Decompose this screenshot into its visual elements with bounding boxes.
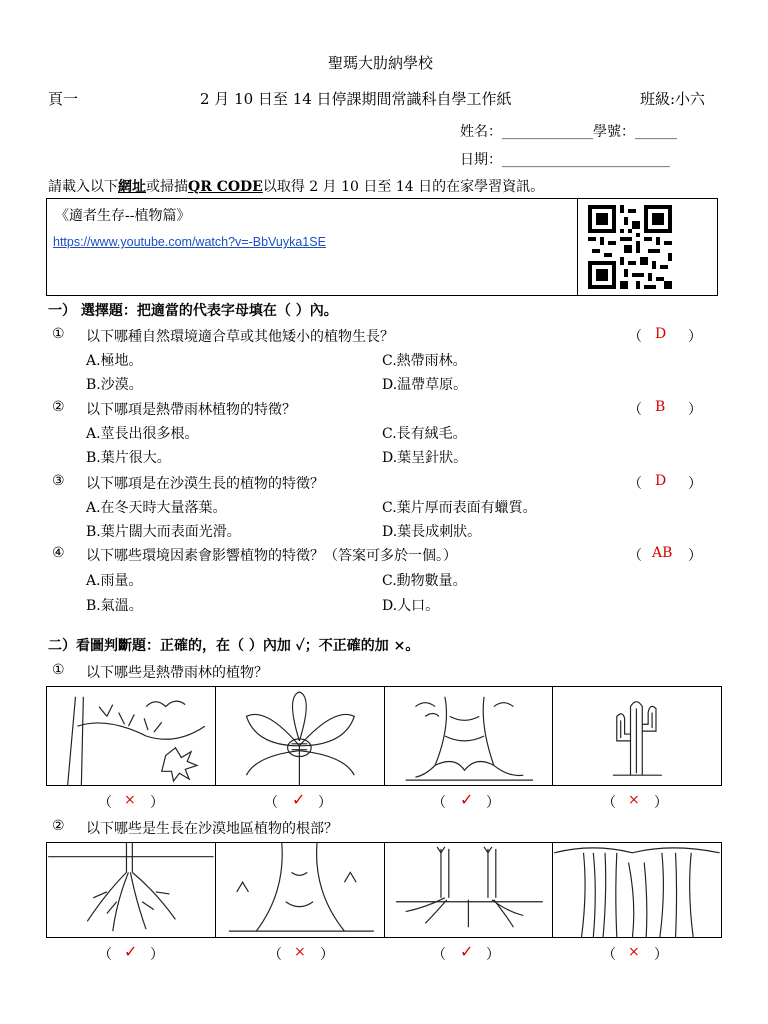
q2-option-d: D.葉呈針狀。	[382, 450, 468, 466]
q1-option-a: A.極地。	[86, 353, 143, 369]
cactus-image	[553, 687, 721, 785]
r2-paren-close-3: ）	[486, 947, 500, 963]
rainforest-tree-image	[385, 687, 554, 785]
q1-text: 以下哪種自然環境適合草或其他矮小的植物生長？	[86, 329, 394, 345]
banana-tree-image	[216, 687, 385, 785]
q2-option-a: A.莖長出很多根。	[86, 426, 199, 442]
q1-option-b: B.沙漠。	[86, 377, 143, 393]
video-title: 《適者生存--植物篇》	[55, 208, 191, 224]
q4-option-a: A.雨量。	[86, 573, 143, 589]
r2-paren-close-4: ）	[654, 947, 668, 963]
q3-option-b: B.葉片闊大而表面光滑。	[86, 524, 241, 540]
intro-url-word: 網址	[118, 179, 146, 195]
q3-number: ③	[52, 473, 65, 489]
section1-heading: 一） 選擇題：把適當的代表字母填在（ ）內。	[48, 303, 338, 319]
q3-answer[interactable]: D	[655, 473, 667, 489]
r2-paren-close-1: ）	[150, 947, 164, 963]
q1-answer[interactable]: D	[655, 326, 667, 342]
r2-mark-1[interactable]: ✓	[124, 942, 138, 961]
q1-number: ①	[52, 326, 65, 342]
class-label: 班級:小六	[640, 90, 706, 108]
r1-paren-open-1: （	[98, 795, 112, 811]
q2-option-c: C.長有絨毛。	[382, 426, 467, 442]
r1-paren-close-4: ）	[654, 795, 668, 811]
q1-paren-close: ）	[688, 329, 702, 345]
worksheet-title: 2 月 10 日至 14 日停課期間常識科自學工作紙	[200, 90, 512, 108]
q1-paren-open: （	[628, 329, 642, 345]
r1-mark-4[interactable]: ×	[628, 792, 640, 808]
intro-text	[48, 176, 544, 196]
r2-mark-2[interactable]: ×	[294, 944, 306, 960]
q3-text: 以下哪項是在沙漠生長的植物的特徵？	[86, 476, 324, 492]
q3-paren-open: （	[628, 476, 642, 492]
q3-paren-close: ）	[688, 476, 702, 492]
deep-roots-image	[47, 843, 216, 937]
s2-q1-number: ①	[52, 662, 65, 678]
r2-mark-4[interactable]: ×	[628, 944, 640, 960]
r1-paren-close-1: ）	[150, 795, 164, 811]
r1-mark-2[interactable]: ✓	[292, 790, 306, 809]
r2-mark-3[interactable]: ✓	[460, 942, 474, 961]
r2-paren-close-2: ）	[320, 947, 334, 963]
q1-option-d: D.温帶草原。	[382, 377, 468, 393]
pine-tree-image	[47, 687, 216, 785]
name-field-line: 姓名：_____________學號：______	[460, 124, 677, 140]
q1-option-c: C.熱帶雨林。	[382, 353, 467, 369]
q4-paren-close: ）	[688, 548, 702, 564]
aerial-roots-image	[553, 843, 721, 937]
r2-paren-open-1: （	[98, 947, 112, 963]
spreading-roots-image	[385, 843, 554, 937]
q2-paren-close: ）	[688, 402, 702, 418]
q4-number: ④	[52, 545, 65, 561]
qr-code-icon	[588, 205, 672, 289]
q2-number: ②	[52, 399, 65, 415]
q2-answer[interactable]: B	[655, 399, 666, 415]
r2-paren-open-3: （	[432, 947, 446, 963]
r1-mark-1[interactable]: ×	[124, 792, 136, 808]
s2-q2-number: ②	[52, 818, 65, 834]
intro-suffix: 以取得 2 月 10 日至 14 日的在家學習資訊。	[262, 179, 545, 195]
q3-option-c: C.葉片厚而表面有蠟質。	[382, 500, 537, 516]
rainforest-image-row	[46, 686, 722, 786]
r1-paren-close-3: ）	[486, 795, 500, 811]
q4-option-d: D.人口。	[382, 598, 440, 614]
r1-paren-open-2: （	[264, 795, 278, 811]
date-field-line: 日期：________________________	[460, 152, 670, 168]
r2-paren-open-4: （	[602, 947, 616, 963]
q4-text: 以下哪些環境因素會影響植物的特徵？（答案可多於一個。）	[86, 548, 457, 564]
q4-option-b: B.氣溫。	[86, 598, 143, 614]
q4-answer[interactable]: AB	[652, 545, 673, 561]
school-name: 聖瑪大肋納學校	[328, 54, 434, 72]
s2-q1-text: 以下哪些是熱帶雨林的植物？	[86, 665, 268, 681]
video-link[interactable]: https://www.youtube.com/watch?v=-BbVuyka1SE	[53, 235, 326, 249]
q4-paren-open: （	[628, 548, 642, 564]
intro-qr-word: QR CODE	[188, 179, 263, 195]
r1-mark-3[interactable]: ✓	[460, 790, 474, 809]
resource-box	[46, 198, 718, 296]
root-image-row	[46, 842, 722, 938]
page-number: 頁一	[48, 90, 79, 108]
q2-paren-open: （	[628, 402, 642, 418]
r2-paren-open-2: （	[268, 947, 282, 963]
r1-paren-open-3: （	[432, 795, 446, 811]
q4-option-c: C.動物數量。	[382, 573, 467, 589]
q3-option-d: D.葉長成刺狀。	[382, 524, 482, 540]
section2-heading: 二）看圖判斷題：正確的，在（ ）內加 ✓；不正確的加 ×。	[48, 638, 420, 654]
buttress-root-image	[216, 843, 385, 937]
q3-option-a: A.在冬天時大量落葉。	[86, 500, 227, 516]
q2-text: 以下哪項是熱帶雨林植物的特徵？	[86, 402, 296, 418]
intro-mid: 或掃描	[146, 179, 188, 195]
q2-option-b: B.葉片很大。	[86, 450, 171, 466]
intro-prefix: 請載入以下	[48, 179, 118, 195]
r1-paren-close-2: ）	[318, 795, 332, 811]
s2-q2-text: 以下哪些是生長在沙漠地區植物的根部？	[86, 821, 338, 837]
r1-paren-open-4: （	[602, 795, 616, 811]
